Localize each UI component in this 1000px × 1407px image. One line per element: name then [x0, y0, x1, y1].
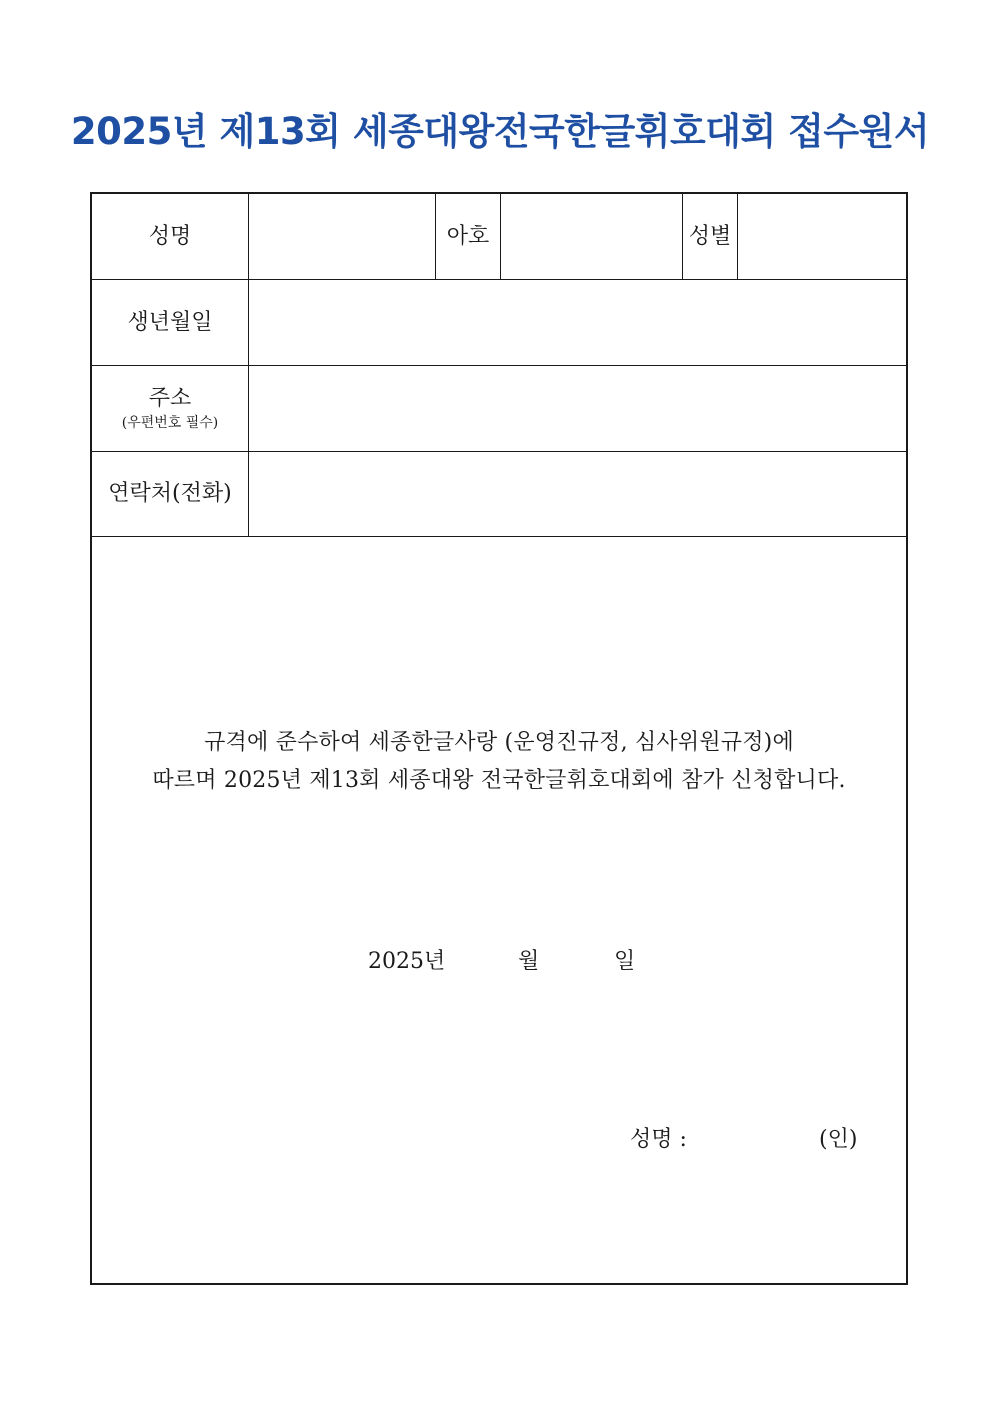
- form-title: 2025년 제13회 세종대왕전국한글휘호대회 접수원서: [70, 110, 930, 153]
- address-label: 주소: [148, 385, 192, 411]
- pledge-line-1: 규격에 준수하여 세종한글사랑 (운영진규정, 심사위원규정)에: [204, 730, 794, 755]
- signature-label: 성명 :: [630, 1127, 687, 1152]
- name-field[interactable]: [249, 194, 435, 279]
- pen-name-field[interactable]: [501, 194, 682, 279]
- gender-label: 성별: [688, 223, 732, 249]
- address-note: (우편번호 필수): [121, 414, 219, 431]
- application-form: [90, 192, 908, 1285]
- address-field[interactable]: [249, 366, 906, 451]
- row-divider: [92, 536, 906, 537]
- address-label-cell: [92, 366, 248, 451]
- contact-label-cell: [92, 452, 248, 536]
- birth-label: 생년월일: [127, 309, 213, 335]
- pledge-line-2: 따르며 2025년 제13회 세종대왕 전국한글휘호대회에 참가 신청합니다.: [152, 768, 846, 793]
- gender-field[interactable]: [738, 194, 906, 279]
- contact-label: 연락처(전화): [108, 481, 232, 506]
- date-day: 일: [614, 949, 636, 974]
- pen-name-label-cell: [436, 194, 500, 279]
- pledge-text: [92, 724, 906, 800]
- name-label: 성명: [148, 223, 192, 249]
- birth-field[interactable]: [249, 280, 906, 365]
- contact-field[interactable]: [249, 452, 906, 536]
- seal-mark: (인): [819, 1127, 858, 1152]
- date-month: 월: [518, 949, 540, 974]
- name-label-cell: [92, 194, 248, 279]
- gender-label-cell: [683, 194, 737, 279]
- birth-label-cell: [92, 280, 248, 365]
- date-year: 2025년: [368, 949, 446, 974]
- pen-name-label: 아호: [446, 223, 490, 249]
